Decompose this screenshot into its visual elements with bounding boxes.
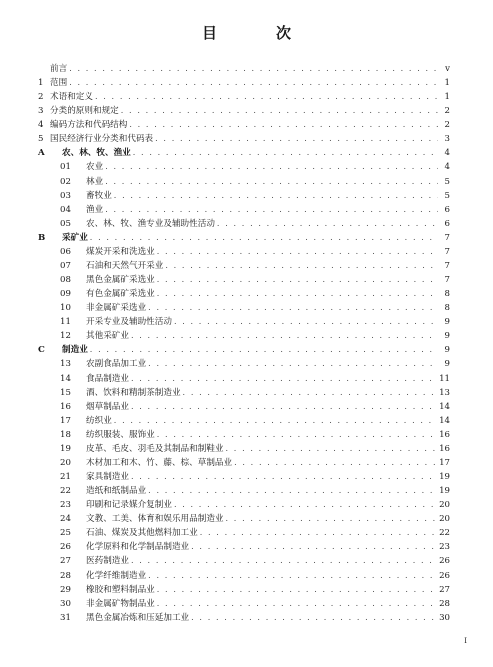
- toc-entry-label: 渔业: [86, 204, 104, 215]
- toc-entry[interactable]: [38, 259, 450, 273]
- toc-entry[interactable]: [38, 456, 450, 470]
- toc-entry-page: 17: [439, 457, 450, 468]
- dot-leader: [191, 611, 437, 625]
- toc-entry-number: 11: [60, 317, 71, 328]
- toc-entry-label: 术语和定义: [50, 92, 93, 103]
- toc-entry-page: 28: [439, 598, 450, 609]
- dot-leader: [131, 372, 437, 386]
- toc-entry-page: 14: [439, 415, 450, 426]
- dot-leader: [174, 315, 438, 329]
- toc-entry-page: 1: [444, 92, 450, 103]
- toc-entry[interactable]: [38, 442, 450, 456]
- toc-entry-label: 橡胶和塑料制品业: [86, 584, 155, 595]
- toc-entry-page: 26: [439, 570, 450, 581]
- toc-entry-label: 农副食品加工业: [86, 359, 147, 370]
- toc-entry[interactable]: [38, 386, 450, 400]
- dot-leader: [114, 189, 438, 203]
- dot-leader: [90, 343, 438, 357]
- toc-entry-label: 石油、煤炭及其他燃料加工业: [86, 528, 198, 539]
- dot-leader: [105, 203, 438, 217]
- toc-entry-label: 农、林、牧、渔专业及辅助性活动: [86, 218, 215, 229]
- toc-entry-label: 有色金属矿采选业: [86, 289, 155, 300]
- toc-entry-page: 1: [444, 78, 450, 89]
- dot-leader: [129, 118, 438, 132]
- toc-entry[interactable]: [38, 470, 450, 484]
- toc-entry-label: 石油和天然气开采业: [86, 260, 164, 271]
- toc-entry-label: 非金属矿采选业: [86, 303, 147, 314]
- toc-entry-label: 分类的原则和规定: [50, 106, 119, 117]
- toc-entry-number: 07: [60, 260, 71, 271]
- toc-entry-page: 5: [444, 176, 450, 187]
- toc-entry-number: 1: [38, 78, 44, 89]
- toc-entry[interactable]: [38, 245, 450, 259]
- toc-entry-page: 4: [444, 148, 450, 159]
- dot-leader: [69, 76, 438, 90]
- dot-leader: [157, 245, 438, 259]
- toc-entry-number: 20: [60, 457, 71, 468]
- toc-entry-number: 05: [60, 218, 71, 229]
- toc-entry[interactable]: [38, 414, 450, 428]
- toc-entry-label: 煤炭开采和洗选业: [86, 246, 155, 257]
- toc-entry-page: 4: [444, 162, 450, 173]
- toc-entry-page: 7: [444, 260, 450, 271]
- toc-entry[interactable]: [38, 189, 450, 203]
- toc-entry-label: 林业: [86, 176, 104, 187]
- dot-leader: [183, 386, 438, 400]
- dot-leader: [174, 498, 437, 512]
- toc-entry-number: 02: [60, 176, 71, 187]
- toc-entry-label: 编码方法和代码结构: [50, 120, 128, 131]
- toc-entry[interactable]: [38, 90, 450, 104]
- toc-entry-page: 11: [439, 373, 450, 384]
- toc-entry-number: 24: [60, 514, 71, 525]
- dot-leader: [131, 554, 437, 568]
- toc-entry-label: 其他采矿业: [86, 331, 129, 342]
- toc-entry-page: 20: [439, 500, 450, 511]
- toc-entry[interactable]: [38, 357, 450, 371]
- toc-entry-number: 17: [60, 415, 71, 426]
- toc-entry[interactable]: [38, 273, 450, 287]
- toc-entry-page: 7: [444, 232, 450, 243]
- toc-entry[interactable]: [38, 315, 450, 329]
- toc-entry-number: A: [38, 148, 45, 159]
- toc-entry-label: 纺织服装、服饰业: [86, 429, 155, 440]
- dot-leader: [148, 301, 438, 315]
- dot-leader: [155, 132, 438, 146]
- toc-entry-page: 13: [439, 387, 450, 398]
- toc-entry-number: 5: [38, 134, 44, 145]
- dot-leader: [131, 470, 437, 484]
- toc-entry-number: 08: [60, 275, 71, 286]
- toc-entry-page: 26: [439, 556, 450, 567]
- toc-entry-page: 7: [444, 246, 450, 257]
- dot-leader: [157, 287, 438, 301]
- toc-entry-page: 6: [444, 218, 450, 229]
- toc-entry-label: 文教、工美、体育和娱乐用品制造业: [86, 514, 224, 525]
- dot-leader: [95, 90, 438, 104]
- toc-entry-label: 烟草制品业: [86, 401, 129, 412]
- toc-entry[interactable]: [38, 484, 450, 498]
- toc-entry-page: 19: [439, 472, 450, 483]
- toc-entry[interactable]: [38, 287, 450, 301]
- toc-entry-number: 2: [38, 92, 44, 103]
- dot-leader: [217, 217, 438, 231]
- toc-entry-number: 30: [60, 598, 71, 609]
- toc-entry-number: 04: [60, 204, 71, 215]
- toc-entry[interactable]: [38, 329, 450, 343]
- dot-leader: [226, 512, 438, 526]
- toc-entry-label: 国民经济行业分类和代码表: [50, 134, 154, 145]
- toc-entry-number: 21: [60, 472, 71, 483]
- toc-entry-page: 3: [444, 134, 450, 145]
- dot-leader: [191, 540, 437, 554]
- toc-entry[interactable]: [38, 62, 450, 76]
- dot-leader: [157, 583, 437, 597]
- dot-leader: [133, 146, 438, 160]
- toc-entry-page: 27: [439, 584, 450, 595]
- toc-entry[interactable]: [38, 118, 450, 132]
- toc-entry[interactable]: [38, 554, 450, 568]
- toc-entry-page: v: [445, 64, 450, 74]
- toc-entry-number: 14: [60, 373, 71, 384]
- toc-entry-page: 9: [444, 331, 450, 342]
- toc-entry[interactable]: [38, 540, 450, 554]
- toc-entry-page: 9: [444, 345, 450, 356]
- toc-entry-number: 15: [60, 387, 71, 398]
- toc-entry-label: 制造业: [62, 345, 88, 356]
- toc-entry-label: 采矿业: [62, 232, 88, 243]
- toc-entry-label: 畜牧业: [86, 190, 112, 201]
- toc-entry-label: 非金属矿物制品业: [86, 598, 155, 609]
- toc-entry-page: 19: [439, 486, 450, 497]
- toc-entry-label: 医药制造业: [86, 556, 129, 567]
- dot-leader: [69, 62, 438, 76]
- toc-entry-number: 10: [60, 303, 71, 314]
- toc-entry-number: 13: [60, 359, 71, 370]
- toc-entry[interactable]: [38, 569, 450, 583]
- toc-entry-number: 25: [60, 528, 71, 539]
- toc-title: 目 次: [201, 24, 313, 42]
- toc-entry[interactable]: [38, 76, 450, 90]
- dot-leader: [121, 104, 438, 118]
- toc-entry-number: 19: [60, 443, 71, 454]
- toc-entry-label: 开采专业及辅助性活动: [86, 317, 172, 328]
- toc-entry-page: 23: [439, 542, 450, 553]
- toc-entry-label: 家具制造业: [86, 472, 129, 483]
- toc-entry[interactable]: [38, 597, 450, 611]
- toc-entry[interactable]: [38, 301, 450, 315]
- page-number: I: [464, 637, 467, 645]
- toc-entry[interactable]: [38, 203, 450, 217]
- toc-entry-page: 14: [439, 401, 450, 412]
- toc-entry-number: 28: [60, 570, 71, 581]
- toc-entry-label: 酒、饮料和精制茶制造业: [86, 387, 181, 398]
- toc-entry-label: 化学原料和化学制品制造业: [86, 542, 190, 553]
- dot-leader: [148, 484, 437, 498]
- dot-leader: [148, 569, 437, 583]
- toc-entry-number: 12: [60, 331, 71, 342]
- toc-entry[interactable]: [38, 526, 450, 540]
- toc-entry-page: 8: [444, 303, 450, 314]
- toc-entry[interactable]: [38, 611, 450, 625]
- toc-entry-label: 印刷和记录媒介复制业: [86, 500, 172, 511]
- toc-entry-label: 化学纤维制造业: [86, 570, 147, 581]
- dot-leader: [148, 357, 438, 371]
- toc-entry-label: 范围: [50, 78, 68, 89]
- toc-entry-number: 3: [38, 106, 44, 117]
- dot-leader: [157, 273, 438, 287]
- toc-entry-page: 22: [439, 528, 450, 539]
- toc-entry[interactable]: [38, 400, 450, 414]
- toc-entry-label: 造纸和纸制品业: [86, 486, 147, 497]
- toc-entry-number: 18: [60, 429, 71, 440]
- toc-entry-label: 前言: [50, 64, 68, 74]
- toc-entry-number: C: [38, 345, 45, 356]
- toc-entry[interactable]: [38, 104, 450, 118]
- toc-entry-label: 食品制造业: [86, 373, 129, 384]
- toc-entry-number: 27: [60, 556, 71, 567]
- dot-leader: [165, 259, 438, 273]
- toc-entry-page: 30: [439, 612, 450, 623]
- toc-entry-number: B: [38, 232, 46, 243]
- toc-entry-page: 6: [444, 204, 450, 215]
- toc-entry-number: 09: [60, 289, 71, 300]
- toc-entry[interactable]: [38, 146, 450, 160]
- toc-entry-label: 纺织业: [86, 415, 112, 426]
- toc-entry-label: 黑色金属冶炼和压延加工业: [86, 612, 190, 623]
- dot-leader: [200, 526, 437, 540]
- toc-entry[interactable]: [38, 175, 450, 189]
- toc-entry-page: 16: [439, 443, 450, 454]
- toc-entry-page: 7: [444, 275, 450, 286]
- toc-entry-page: 9: [444, 359, 450, 370]
- toc-entry-number: 23: [60, 500, 71, 511]
- toc-entry-number: 26: [60, 542, 71, 553]
- toc-entry-number: 06: [60, 246, 71, 257]
- toc-entry[interactable]: [38, 498, 450, 512]
- toc-entry[interactable]: [38, 512, 450, 526]
- toc-entry[interactable]: [38, 132, 450, 146]
- toc-entry[interactable]: [38, 583, 450, 597]
- dot-leader: [157, 597, 437, 611]
- toc-entry-number: 03: [60, 190, 71, 201]
- toc-entry-label: 木材加工和木、竹、藤、棕、草制品业: [86, 457, 233, 468]
- dot-leader: [157, 428, 437, 442]
- toc-entry-number: 31: [60, 612, 71, 623]
- dot-leader: [226, 442, 438, 456]
- toc-entry[interactable]: [38, 428, 450, 442]
- toc-entry-page: 8: [444, 289, 450, 300]
- toc-entry-number: 4: [38, 120, 44, 131]
- toc-entry-page: 16: [439, 429, 450, 440]
- toc-entry-page: 2: [444, 120, 450, 131]
- toc-entry-number: 29: [60, 584, 71, 595]
- toc-entry-number: 16: [60, 401, 71, 412]
- toc-entry-page: 2: [444, 106, 450, 117]
- dot-leader: [90, 231, 438, 245]
- toc-entry-page: 9: [444, 317, 450, 328]
- toc-entry-label: 黑色金属矿采选业: [86, 275, 155, 286]
- dot-leader: [114, 414, 437, 428]
- dot-leader: [105, 160, 438, 174]
- dot-leader: [234, 456, 437, 470]
- toc-entry[interactable]: [38, 160, 450, 174]
- toc-entry[interactable]: [38, 217, 450, 231]
- toc-entry[interactable]: [38, 343, 450, 357]
- toc-entry-label: 皮革、毛皮、羽毛及其制品和制鞋业: [86, 443, 224, 454]
- toc-entry-page: 5: [444, 190, 450, 201]
- dot-leader: [131, 329, 438, 343]
- toc-entry-label: 农、林、牧、渔业: [62, 148, 131, 159]
- dot-leader: [105, 175, 438, 189]
- toc-entry-page: 20: [439, 514, 450, 525]
- toc-entry[interactable]: [38, 372, 450, 386]
- toc-entry-number: 01: [60, 162, 71, 173]
- toc-entry-number: 22: [60, 486, 71, 497]
- toc-entry[interactable]: [38, 231, 450, 245]
- toc-entry-label: 农业: [86, 162, 104, 173]
- dot-leader: [131, 400, 437, 414]
